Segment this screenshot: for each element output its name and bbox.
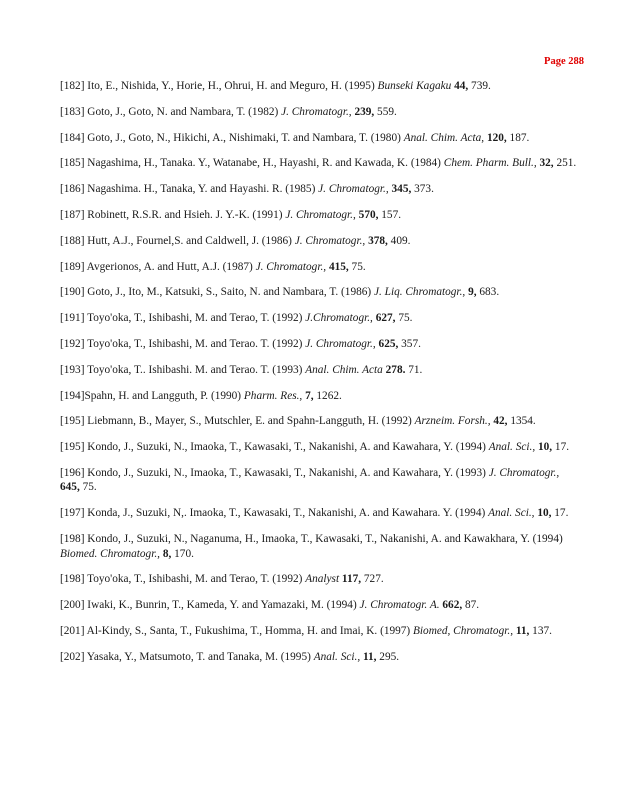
ref-volume: 570, — [358, 208, 379, 221]
reference-entry — [60, 414, 580, 429]
ref-number: [196] — [60, 466, 85, 479]
ref-journal: J. Chromatogr., — [305, 337, 376, 350]
ref-volume: 378, — [368, 234, 388, 247]
ref-authors: Al-Kindy, S., Santa, T., Fukushima, T., Homma, H. and Imai, K. (1997) — [84, 624, 414, 637]
ref-journal: Pharm. Res., — [243, 389, 303, 402]
ref-authors: Ito, E., Nishida, Y., Horie, H., Ohrui, H. and Meguro, H. (1995) — [84, 80, 378, 92]
ref-pages: 739. — [468, 80, 491, 92]
ref-authors: Iwaki, K., Bunrin, T., Kameda, Y. and Yamazaki, M. (1994) — [84, 599, 360, 612]
ref-volume: 345, — [391, 183, 412, 196]
ref-volume: 7, — [305, 389, 314, 402]
ref-volume: 627, — [375, 312, 396, 325]
ref-pages: 683. — [476, 286, 500, 299]
reference-entry — [60, 234, 580, 249]
ref-volume: 10, — [537, 507, 552, 520]
ref-number: [198] — [60, 573, 85, 586]
reference-entry — [60, 156, 580, 171]
ref-journal: Anal. Sci., — [488, 507, 535, 520]
reference-entry — [60, 532, 580, 561]
ref-pages: 1262. — [313, 389, 342, 402]
ref-authors: Avgerionos, A. and Hutt, A.J. (1987) — [84, 260, 256, 273]
ref-number: [193] — [60, 363, 85, 376]
ref-volume: 117, — [341, 573, 362, 586]
reference-entry — [60, 506, 580, 521]
ref-journal: J. Chromatogr., — [285, 208, 356, 221]
ref-authors: Kondo, J., Suzuki, N., Imaoka, T., Kawasaki, T., Nakanishi, A. and Kawahara, Y. (1993) — [84, 466, 489, 479]
ref-volume: 42, — [493, 415, 508, 428]
ref-volume: 278. — [385, 363, 406, 376]
reference-entry — [60, 182, 580, 197]
ref-number: [202] — [60, 650, 85, 663]
ref-journal: J. Chromatogr., — [294, 234, 366, 247]
ref-journal: J. Chromatogr., — [318, 183, 389, 196]
ref-number: [188] — [60, 234, 85, 247]
ref-pages: 187. — [506, 131, 530, 144]
ref-authors: Nagashima. H., Tanaka, Y. and Hayashi. R. (1985) — [84, 183, 319, 196]
reference-entry — [60, 311, 580, 326]
ref-journal: Anal. Chim. Acta — [305, 363, 383, 376]
ref-volume: 11, — [362, 650, 377, 663]
ref-journal: Chem. Pharm. Bull., — [443, 157, 537, 170]
ref-journal: Biomed. Chromatogr., — [60, 547, 161, 560]
ref-authors: Goto, J., Goto, N. and Nambara, T. (1982) — [84, 105, 282, 118]
ref-pages: 373. — [411, 183, 434, 196]
reference-entry — [60, 337, 580, 352]
ref-pages: 409. — [387, 234, 411, 247]
ref-authors: Goto, J., Ito, M., Katsuki, S., Saito, N. and Nambara, T. (1986) — [84, 286, 374, 299]
ref-number: [201] — [60, 624, 85, 637]
ref-journal: Biomed, Chromatogr., — [413, 624, 514, 637]
ref-journal: Arzneim. Forsh., — [414, 415, 491, 428]
ref-authors: Spahn, H. and Langguth, P. (1990) — [84, 389, 244, 402]
ref-number: [190] — [60, 286, 85, 299]
ref-pages: 357. — [398, 337, 421, 350]
reference-entry — [60, 363, 580, 378]
reference-entry — [60, 208, 580, 223]
ref-volume: 32, — [539, 157, 554, 170]
reference-entry — [60, 131, 580, 146]
ref-journal: J. Chromatogr., — [255, 260, 327, 273]
ref-journal: Anal. Chim. Acta, — [403, 131, 485, 144]
ref-pages: 75. — [79, 481, 97, 494]
ref-number: [184] — [60, 131, 85, 144]
reference-entry — [60, 624, 580, 639]
ref-number: [186] — [60, 183, 85, 196]
ref-number: [187] — [60, 208, 85, 221]
reference-entry — [60, 572, 580, 587]
ref-volume: 415, — [328, 260, 349, 273]
ref-pages: 727. — [361, 573, 384, 586]
ref-volume: 120, — [486, 131, 507, 144]
page-number: Page 288 — [544, 56, 584, 67]
reference-list — [60, 79, 580, 676]
ref-journal: J. Chromatogr. A. — [359, 599, 440, 612]
reference-entry — [60, 466, 580, 495]
ref-authors: Toyo'oka, T.. Ishibashi. M. and Terao. T. (1993) — [84, 363, 306, 376]
ref-authors: Goto, J., Goto, N., Hikichi, A., Nishimaki, T. and Nambara, T. (1980) — [84, 131, 404, 144]
ref-authors: Yasaka, Y., Matsumoto, T. and Tanaka, M. (1995) — [84, 650, 314, 663]
ref-pages: 157. — [378, 208, 402, 221]
ref-authors: Kondo, J., Suzuki, N., Naganuma, H., Imaoka, T., Kawasaki, T., Nakanishi, A. and Kawakhara, Y. (1994) — [84, 533, 563, 546]
ref-volume: 8, — [162, 547, 172, 560]
ref-number: [194] — [60, 389, 85, 402]
reference-entry — [60, 285, 580, 300]
reference-entry — [60, 650, 580, 665]
ref-pages: 17. — [552, 441, 570, 454]
ref-journal: Anal. Sci., — [488, 441, 536, 454]
ref-authors: Toyo'oka, T., Ishibashi, M. and Terao. T. (1992) — [84, 337, 306, 350]
ref-pages: 1354. — [507, 415, 536, 428]
ref-pages: 17. — [551, 507, 569, 520]
ref-authors: Robinett, R.S.R. and Hsieh. J. Y.-K. (1991) — [84, 208, 286, 221]
ref-pages: 251. — [553, 157, 577, 170]
ref-journal: J. Chromatogr., — [281, 105, 352, 118]
reference-entry — [60, 260, 580, 275]
ref-authors: Konda, J., Suzuki, N,. Imaoka, T., Kawasaki, T., Nakanishi, A. and Kawahara. Y. (1994) — [84, 507, 489, 520]
ref-pages: 71. — [405, 363, 423, 376]
ref-volume: 662, — [442, 599, 463, 612]
ref-pages: 75. — [348, 260, 366, 273]
ref-pages: 295. — [376, 650, 400, 663]
ref-volume: 11, — [515, 624, 530, 637]
ref-volume: 625, — [378, 337, 399, 350]
reference-entry — [60, 79, 580, 94]
ref-authors: Liebmann, B., Mayer, S., Mutschler, E. and Spahn-Langguth, H. (1992) — [84, 415, 415, 428]
ref-journal: J.Chromatogr., — [305, 312, 373, 325]
ref-number: [195] — [60, 415, 85, 428]
reference-entry — [60, 598, 580, 613]
ref-pages: 559. — [374, 105, 397, 118]
ref-authors: Nagashima, H., Tanaka. Y., Watanabe, H., Hayashi, R. and Kawada, K. (1984) — [84, 157, 444, 170]
ref-number: [189] — [60, 260, 85, 273]
ref-pages: 170. — [171, 547, 194, 560]
ref-pages: 137. — [529, 624, 552, 637]
ref-journal: Analyst — [305, 573, 340, 586]
ref-number: [183] — [60, 105, 85, 118]
ref-volume: 239, — [354, 105, 375, 118]
ref-number: [192] — [60, 337, 85, 350]
ref-authors: Hutt, A.J., Fournel,S. and Caldwell, J. (1986) — [84, 234, 295, 247]
ref-journal: J. Liq. Chromatogr., — [374, 286, 466, 299]
reference-entry — [60, 440, 580, 455]
ref-pages: 87. — [462, 599, 480, 612]
reference-entry — [60, 389, 580, 404]
ref-number: [197] — [60, 507, 85, 520]
ref-number: [200] — [60, 599, 85, 612]
ref-volume: 44, — [454, 80, 469, 92]
ref-volume: 645, — [60, 481, 80, 494]
ref-journal: Anal. Sci., — [313, 650, 361, 663]
ref-journal: J. Chromatogr., — [488, 466, 560, 479]
ref-pages: 75. — [395, 312, 413, 325]
ref-number: [198] — [60, 533, 85, 546]
ref-journal: Bunseki Kagaku — [377, 80, 452, 92]
ref-number: [191] — [60, 312, 85, 325]
ref-number: [182] — [60, 80, 85, 92]
ref-authors: Toyo'oka, T., Ishibashi, M. and Terao, T. (1992) — [84, 312, 306, 325]
ref-authors: Kondo, J., Suzuki, N., Imaoka, T., Kawasaki, T., Nakanishi, A. and Kawahara, Y. (1994) — [84, 441, 489, 454]
ref-authors: Toyo'oka, T., Ishibashi, M. and Terao, T. (1992) — [84, 573, 306, 586]
reference-entry — [60, 105, 580, 120]
ref-number: [195] — [60, 441, 85, 454]
ref-number: [185] — [60, 157, 85, 170]
ref-volume: 9, — [468, 286, 477, 299]
ref-volume: 10, — [537, 441, 553, 454]
